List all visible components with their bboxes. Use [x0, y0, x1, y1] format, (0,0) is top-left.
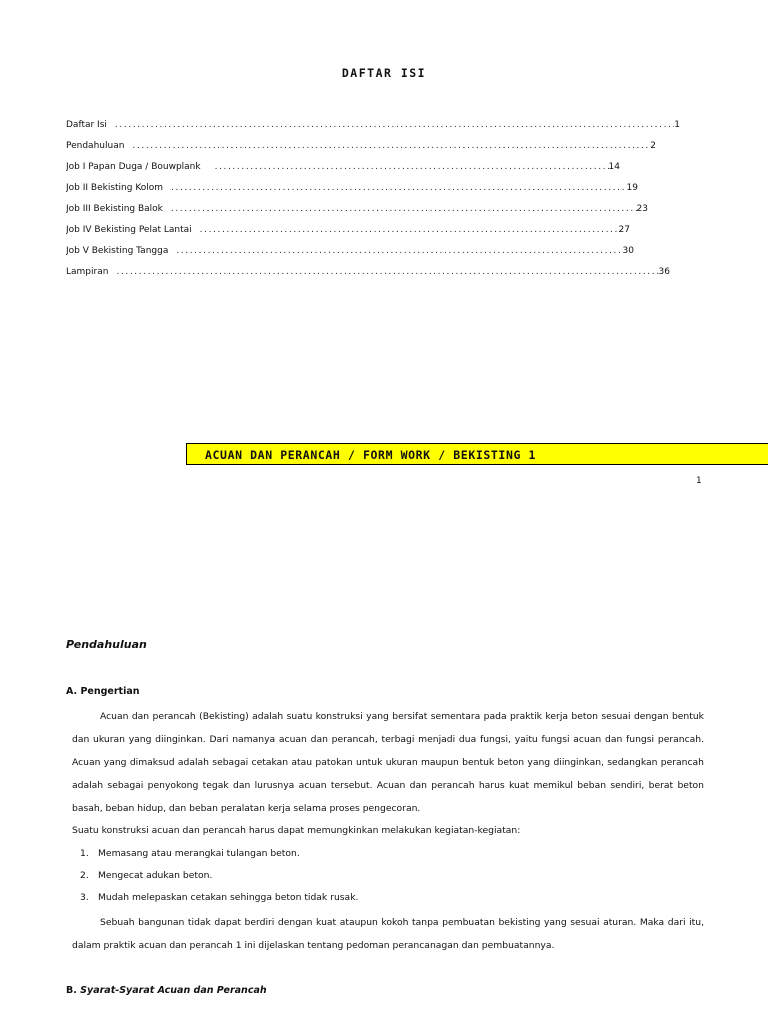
toc-entry-label: Job V Bekisting Tangga: [66, 246, 169, 256]
toc-leader: [116, 267, 658, 277]
toc-entry-label: Job III Bekisting Balok: [66, 204, 163, 214]
toc-entry-page: 36: [658, 267, 670, 277]
paragraph-text: Sebuah bangunan tidak dapat berdiri dengan kuat ataupun kokoh tanpa pembuatan bekisting yang sesuai aturan. Maka dari itu, dalam praktik acuan dan perancah 1 ini dijelaskan tentang pedoman perancanagan dan pembuatannya.: [72, 917, 704, 951]
section-title: Pendahuluan: [66, 638, 147, 651]
toc-entry-page: 19: [626, 183, 638, 193]
page-number: 1: [696, 476, 702, 486]
toc-leader: [171, 204, 637, 214]
list-text: Memasang atau merangkai tulangan beton.: [98, 848, 300, 859]
numbered-list: [80, 843, 358, 909]
subsection-b-heading: [66, 985, 267, 996]
paragraph-text: Suatu konstruksi acuan dan perancah harus dapat memungkinkan melakukan kegiatan-kegiatan:: [72, 825, 521, 836]
list-number: 2.: [80, 870, 89, 881]
toc-entry-page: 1: [674, 120, 680, 130]
subsection-letter: A.: [66, 686, 78, 697]
toc-entry[interactable]: [66, 246, 634, 260]
toc-entry-page: 23: [636, 204, 648, 214]
toc-entry-label: Job IV Bekisting Pelat Lantai: [66, 225, 192, 235]
toc-entry[interactable]: [66, 162, 620, 176]
paragraph: [72, 911, 704, 957]
subsection-a-heading: [66, 686, 140, 697]
toc-entry-page: 14: [608, 162, 620, 172]
toc-entry-label: Job II Bekisting Kolom: [66, 183, 164, 193]
list-text: Mudah melepaskan cetakan sehingga beton tidak rusak.: [98, 892, 359, 903]
toc-entry-label: Pendahuluan: [66, 141, 125, 151]
list-item: [80, 865, 358, 887]
toc-leader: [115, 120, 674, 130]
list-item: [80, 843, 358, 865]
toc-entry[interactable]: [66, 225, 630, 239]
header-banner: [186, 443, 768, 465]
toc-entry[interactable]: [66, 183, 638, 197]
paragraph: [72, 819, 704, 842]
toc-entry-page: 2: [650, 141, 656, 151]
toc-entry-label: Daftar Isi: [66, 120, 107, 130]
subsection-title: Syarat-Syarat Acuan dan Perancah: [80, 985, 267, 996]
toc-entry[interactable]: [66, 204, 648, 218]
toc-entry-label: Lampiran: [66, 267, 109, 277]
toc-leader: [200, 225, 619, 235]
subsection-letter: B.: [66, 985, 77, 996]
banner-title: ACUAN DAN PERANCAH / FORM WORK / BEKISTING 1: [205, 448, 537, 462]
toc-entry-label: Job I Papan Duga / Bouwplank: [66, 162, 201, 172]
list-text: Mengecat adukan beton.: [98, 870, 213, 881]
list-item: [80, 887, 358, 909]
toc-entry[interactable]: [66, 267, 670, 281]
toc-entry[interactable]: [66, 141, 656, 155]
toc-entry[interactable]: [66, 120, 680, 134]
list-number: 3.: [80, 892, 89, 903]
toc-entry-page: 30: [622, 246, 634, 256]
toc-title: DAFTAR ISI: [341, 66, 427, 80]
subsection-title: Pengertian: [80, 686, 140, 697]
paragraph-text: Acuan dan perancah (Bekisting) adalah suatu konstruksi yang bersifat sementara pada praktik kerja beton sesuai dengan bentuk dan ukuran yang diinginkan. Dari namanya acuan dan perancah, terbagi menjadi dua fungsi, yaitu fungsi acuan dan fungsi perancah. Acuan yang dimaksud adalah sebagai cetakan atau patokan untuk ukuran maupun bentuk beton yang diinginkan, sedangkan perancah adalah sebagai penyokong tegak dan lurusnya acuan tersebut. Acuan dan perancah harus kuat memikul beban sendiri, berat beton basah, beban hidup, dan beban peralatan kerja selama proses pengecoran.: [72, 711, 704, 814]
toc-leader: [215, 162, 609, 172]
paragraph: [72, 705, 704, 820]
toc-leader: [176, 246, 622, 256]
toc-entry-page: 27: [618, 225, 630, 235]
list-number: 1.: [80, 848, 89, 859]
toc-leader: [171, 183, 626, 193]
toc-leader: [132, 141, 650, 151]
